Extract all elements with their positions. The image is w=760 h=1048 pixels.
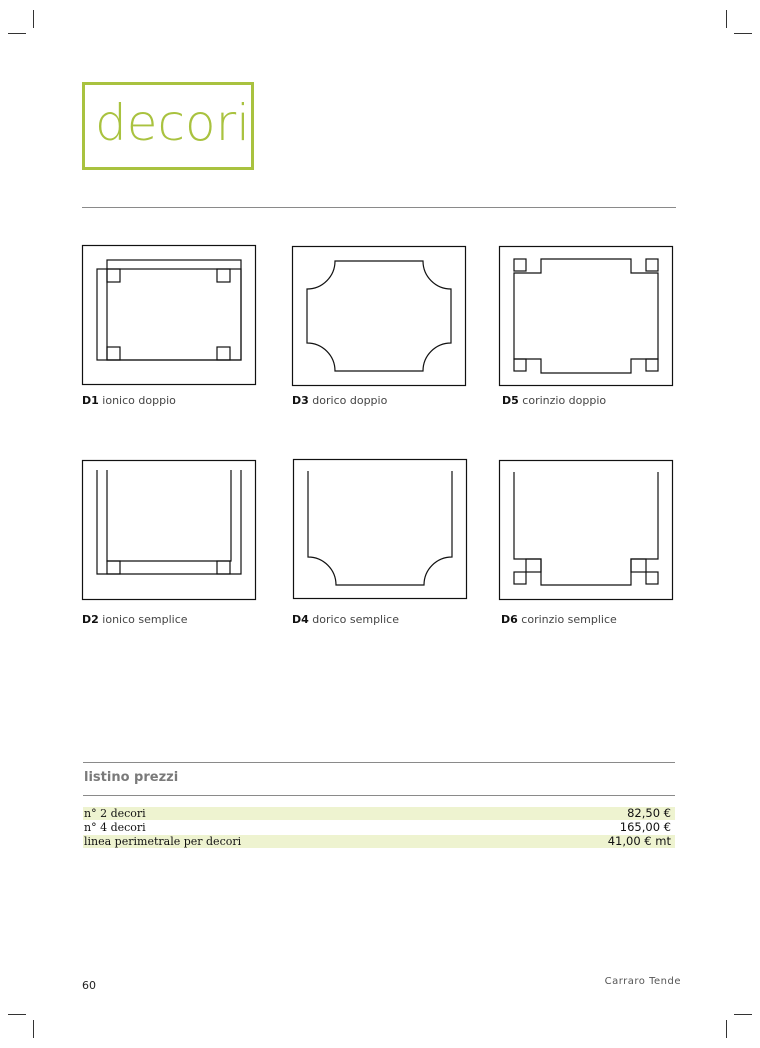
crop-mark (734, 1014, 752, 1015)
price-row (83, 821, 675, 834)
decor-name: ionico semplice (102, 613, 188, 626)
crop-mark (8, 1014, 26, 1015)
decor-d6-diagram (499, 460, 673, 600)
decor-d3-caption (292, 394, 387, 407)
price-row-value: 41,00 € mt (607, 834, 671, 848)
crop-mark (726, 1020, 727, 1038)
page-title: decori (95, 94, 251, 152)
decor-d1-diagram (82, 245, 256, 385)
price-row-value: 82,50 € (627, 806, 671, 820)
decor-d2-caption (82, 613, 188, 626)
page-number: 60 (82, 979, 96, 992)
price-list-divider (83, 795, 675, 796)
price-row-label: n° 2 decori (84, 807, 146, 820)
decor-code: D2 (82, 613, 99, 626)
decor-d4-diagram (293, 459, 467, 599)
price-row-value: 165,00 € (619, 820, 671, 834)
crop-mark (726, 10, 727, 28)
price-list-top-divider (83, 762, 675, 763)
decor-code: D1 (82, 394, 99, 407)
price-list-heading: listino prezzi (84, 770, 179, 785)
decor-d5-diagram (499, 246, 673, 386)
decor-name: dorico semplice (312, 613, 399, 626)
decor-d2-diagram (82, 460, 256, 600)
decor-code: D6 (501, 613, 518, 626)
crop-mark (8, 33, 26, 34)
price-row-label: linea perimetrale per decori (84, 835, 242, 848)
decor-code: D3 (292, 394, 309, 407)
decor-name: corinzio doppio (522, 394, 607, 407)
crop-mark (734, 33, 752, 34)
decor-code: D4 (292, 613, 309, 626)
brand-footer: Carraro Tende (604, 976, 681, 987)
price-row-label: n° 4 decori (84, 821, 146, 834)
price-row (83, 807, 675, 820)
decor-name: dorico doppio (312, 394, 388, 407)
decor-d1-caption (82, 394, 176, 407)
decor-d4-caption (292, 613, 399, 626)
crop-mark (33, 1020, 34, 1038)
price-row (83, 835, 675, 848)
decor-d5-caption (502, 394, 606, 407)
decor-code: D5 (502, 394, 519, 407)
decor-d3-diagram (292, 246, 466, 386)
crop-mark (33, 10, 34, 28)
header-divider (82, 207, 676, 208)
decor-name: corinzio semplice (521, 613, 617, 626)
page-title-box (82, 82, 254, 170)
decor-d6-caption (501, 613, 617, 626)
decor-name: ionico doppio (102, 394, 176, 407)
